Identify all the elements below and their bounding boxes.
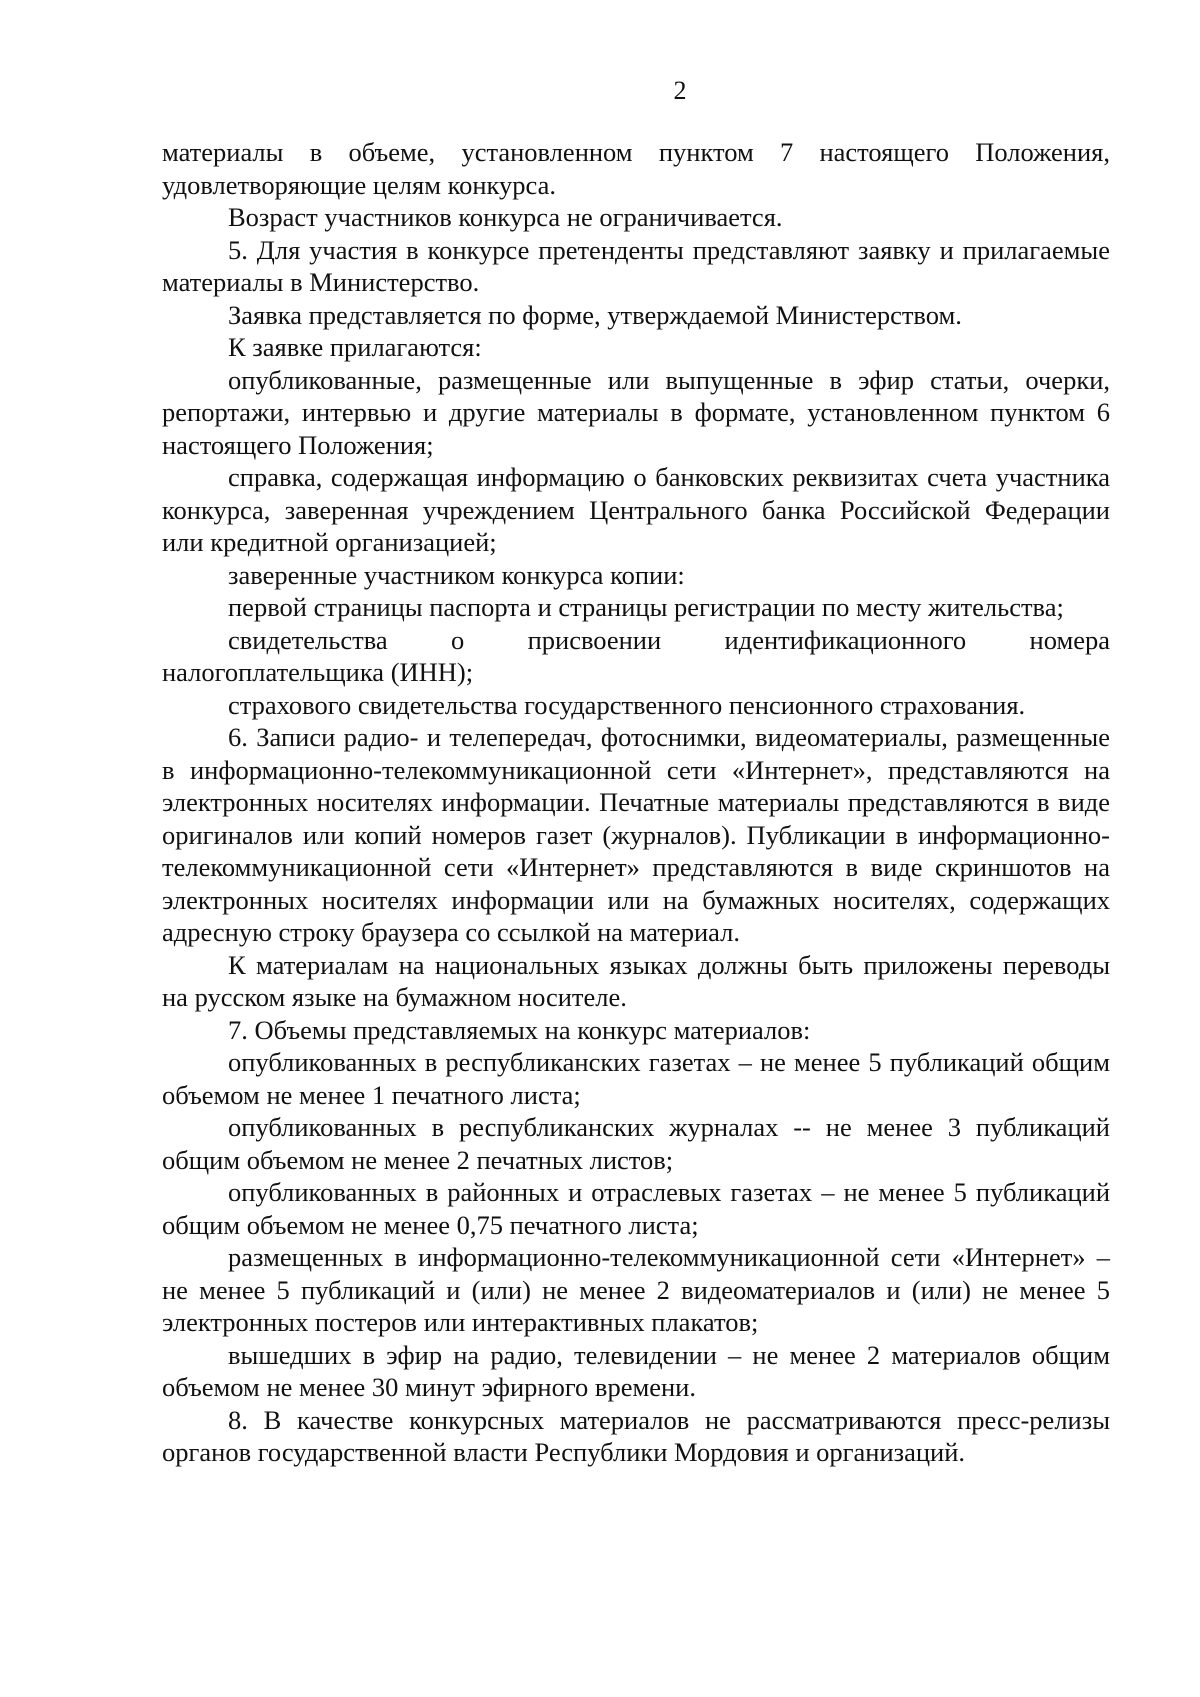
paragraph: страхового свидетельства государственного пенсионного страхования. [228, 689, 1026, 720]
paragraph: заверенные участником конкурса копии: [228, 559, 685, 590]
paragraph: К заявке прилагаются: [228, 332, 482, 362]
paragraph: 5. Для участия в конкурсе претенденты представляют заявку и прилагаемые материалы в Министерство. [162, 234, 1110, 297]
paragraph: свидетельства о присвоении идентификационного номера налогоплательщика (ИНН); [162, 624, 1110, 687]
paragraph: опубликованных в республиканских журналах -- не менее 3 публикаций общим объемом не менее 2 печатных листов; [162, 1112, 1110, 1175]
paragraph: справка, содержащая информацию о банковских реквизитах счета участника конкурса, заверенная учреждением Центрального банка Российской Федерации или кредитной организацией; [162, 462, 1110, 557]
paragraph: Возраст участников конкурса не ограничивается. [228, 202, 783, 232]
page-number: 2 [673, 76, 687, 105]
document-body [162, 136, 1110, 1469]
paragraph: 6. Записи радио- и телепередач, фотоснимки, видеоматериалы, размещенные в информационно-телекоммуникационной сети «Интернет», представляются на электронных носителях информации. Печатные материалы представляются в виде оригиналов или копий номеров газет (журналов). Публикации в информационно-телекоммуникационной сети «Интернет» представляются в виде скриншотов на электронных носителях информации или на бумажных носителях, содержащих адресную строку браузера со ссылкой на материал. [162, 722, 1110, 947]
paragraph: 7. Объемы представляемых на конкурс материалов: [228, 1014, 811, 1045]
paragraph: опубликованных в республиканских газетах – не менее 5 публикаций общим объемом не менее 1 печатного листа; [162, 1047, 1110, 1110]
paragraph: размещенных в информационно-телекоммуникационной сети «Интернет» – не менее 5 публикаций и (или) не менее 2 видеоматериалов и (или) не менее 5 электронных постеров или интерактивных плакатов; [162, 1242, 1110, 1337]
paragraph: 8. В качестве конкурсных материалов не рассматриваются пресс-релизы органов государственной власти Республики Мордовия и организаций. [162, 1404, 1110, 1467]
paragraph: первой страницы паспорта и страницы регистрации по месту жительства; [228, 592, 1064, 622]
paragraph: опубликованные, размещенные или выпущенные в эфир статьи, очерки, репортажи, интервью и другие материалы в формате, установленном пунктом 6 настоящего Положения; [162, 364, 1110, 460]
paragraph: К материалам на национальных языках должны быть приложены переводы на русском языке на бумажном носителе. [162, 949, 1110, 1012]
paragraph: материалы в объеме, установленном пунктом 7 настоящего Положения, удовлетворяющие целям конкурса. [162, 137, 1110, 200]
paragraph: вышедших в эфир на радио, телевидении – не менее 2 материалов общим объемом не менее 30 минут эфирного времени. [162, 1339, 1110, 1402]
paragraph: Заявка представляется по форме, утверждаемой Министерством. [228, 299, 962, 330]
paragraph: опубликованных в районных и отраслевых газетах – не менее 5 публикаций общим объемом не менее 0,75 печатного листа; [162, 1177, 1110, 1240]
